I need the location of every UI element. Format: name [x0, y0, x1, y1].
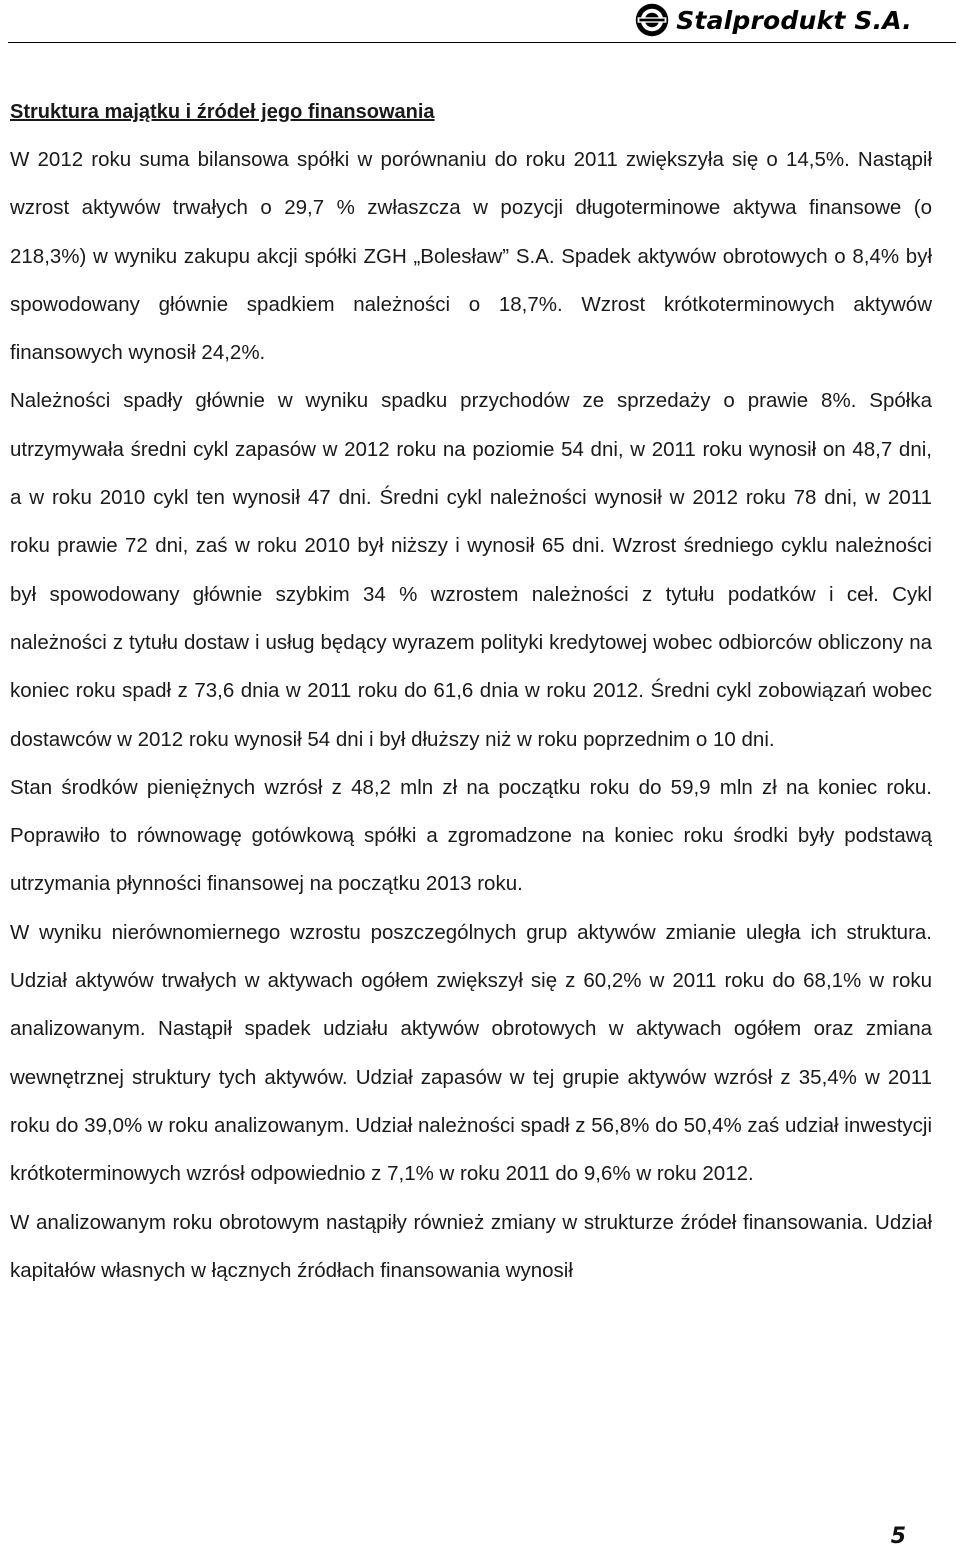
- paragraph: W 2012 roku suma bilansowa spółki w porównaniu do roku 2011 zwiększyła się o 14,5%. Nastąpił wzrost aktywów trwałych o 29,7 % zwłaszcza w pozycji długoterminowe aktywa finansowe (o 218,3%) w wyniku zakupu akcji spółki ZGH „Bolesław” S.A. Spadek aktywów obrotowych o 8,4% był spowodowany głównie spadkiem należności o 18,7%. Wzrost krótkoterminowych aktywów finansowych wynosił 24,2%.: [10, 148, 932, 365]
- page-number: 5: [890, 1524, 906, 1549]
- paragraph: Stan środków pieniężnych wzrósł z 48,2 mln zł na początku roku do 59,9 mln zł na koniec roku. Poprawiło to równowagę gotówkową spółki a zgromadzone na koniec roku środki były podstawą utrzymania płynności finansowej na początku 2013 roku.: [10, 775, 932, 896]
- paragraph: W analizowanym roku obrotowym nastąpiły również zmiany w strukturze źródeł finansowania. Udział kapitałów własnych w łącznych źródłach finansowania wynosił: [10, 1210, 932, 1282]
- header-divider: [8, 42, 956, 43]
- document-body: [10, 88, 932, 1295]
- section-title: Struktura majątku i źródeł jego finansowania: [10, 101, 435, 123]
- company-logo: [634, 2, 912, 38]
- logo-text: Stalprodukt S.A.: [676, 5, 912, 35]
- paragraph: Należności spadły głównie w wyniku spadku przychodów ze sprzedaży o prawie 8%. Spółka utrzymywała średni cykl zapasów w 2012 roku na poziomie 54 dni, w 2011 roku wynosił on 48,7 dni, a w roku 2010 cykl ten wynosił 47 dni. Średni cykl należności wynosił w 2012 roku 78 dni, w 2011 roku prawie 72 dni, zaś w roku 2010 był niższy i wynosił 65 dni. Wzrost średniego cyklu należności był spowodowany głównie szybkim 34 % wzrostem należności z tytułu podatków i ceł. Cykl należności z tytułu dostaw i usług będący wyrazem polityki kredytowej wobec odbiorców obliczony na koniec roku spadł z 73,6 dnia w 2011 roku do 61,6 dnia w roku 2012. Średni cykl zobowiązań wobec dostawców w 2012 roku wynosił 54 dni i był dłuższy niż w roku poprzednim o 10 dni.: [10, 389, 932, 751]
- page-header: [0, 0, 960, 44]
- paragraph: W wyniku nierównomiernego wzrostu poszczególnych grup aktywów zmianie uległa ich struktura. Udział aktywów trwałych w aktywach ogółem zwiększył się z 60,2% w 2011 roku do 68,1% w roku analizowanym. Nastąpił spadek udziału aktywów obrotowych w aktywach ogółem oraz zmiana wewnętrznej struktury tych aktywów. Udział zapasów w tej grupie aktywów wzrósł z 35,4% w 2011 roku do 39,0% w roku analizowanym. Udział należności spadł z 56,8% do 50,4% zaś udział inwestycji krótkoterminowych wzrósł odpowiednio z 7,1% w roku 2011 do 9,6% w roku 2012.: [10, 920, 932, 1186]
- stalprodukt-logo-icon: [634, 2, 670, 38]
